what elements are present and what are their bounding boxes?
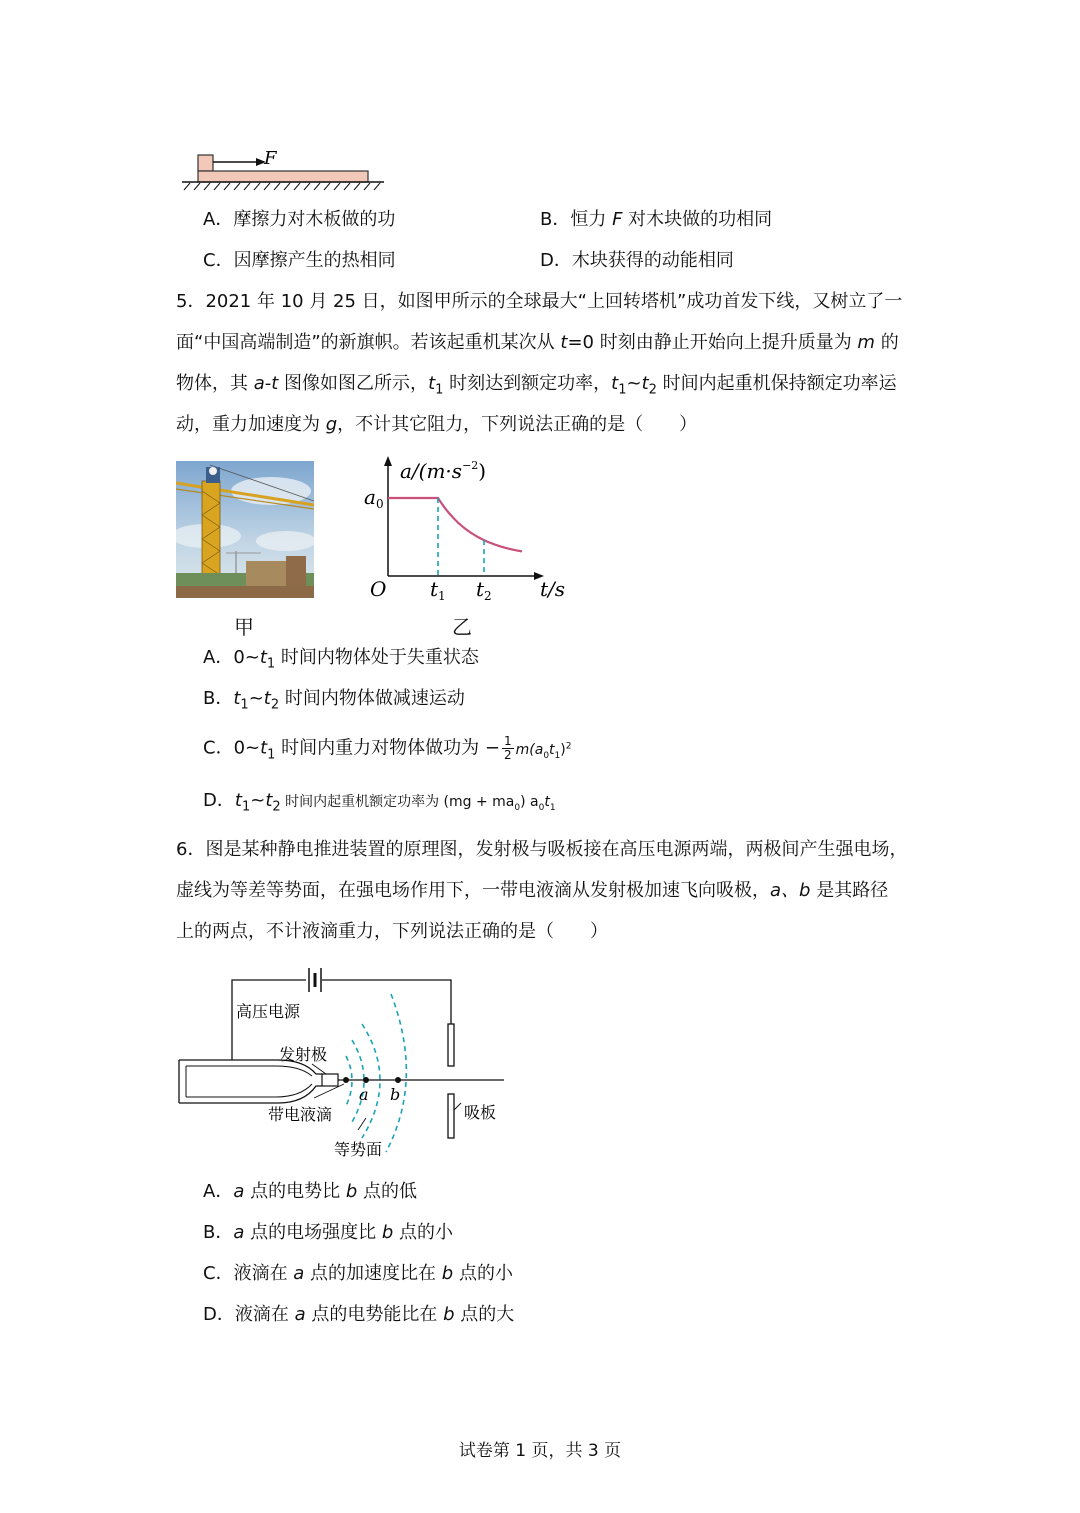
crane-photo: [176, 461, 314, 598]
q6-option-b: B．a 点的电场强度比 b 点的小: [203, 1222, 454, 1243]
label-point-b: b: [390, 1085, 401, 1104]
q5-option-c: C．$0\sim t_1$ 时间内重力对物体做功为 − $\frac{1}{2}$ $m(a_0t_1)^2$: [203, 734, 572, 763]
q5-stem-line4: 动，重力加速度为 g，不计其它阻力，下列说法正确的是（ ）: [176, 414, 698, 435]
fraction-half: $\frac{1}{2}$: [503, 734, 512, 763]
q6-option-c: C．液滴在 a 点的加速度比在 b 点的小: [203, 1263, 513, 1284]
q4-option-d: D．木块获得的动能相同: [540, 250, 734, 271]
point-a-dot: [363, 1077, 369, 1083]
label-droplet: 带电液滴: [268, 1105, 333, 1124]
t1-tick-label: $t_1$: [430, 577, 446, 603]
label-equipotential: 等势面: [334, 1140, 383, 1159]
label-emitter: 发射极: [279, 1045, 328, 1064]
label-point-a: a: [359, 1085, 369, 1104]
a0-tick-label: $a_0$: [364, 485, 384, 511]
q6-stem-line1: 6．图是某种静电推进装置的原理图，发射极与吸板接在高压电源两端，两极间产生强电场，: [176, 839, 908, 860]
caption-jia: 甲: [234, 615, 254, 639]
equipotential-line-2: [352, 1040, 364, 1122]
caption-yi: 乙: [452, 615, 472, 639]
q6-stem-line3: 上的两点，不计液滴重力，下列说法正确的是（ ）: [176, 921, 608, 942]
t2-tick-label: $t_2$: [476, 577, 492, 603]
x-axis-label: t/s: [540, 577, 566, 601]
q5-option-b: B．$t_1\sim t_2$ 时间内物体做减速运动: [203, 688, 465, 713]
a-t-curve: [388, 498, 522, 551]
force-label: F: [264, 148, 277, 169]
q5-stem-line1: 5．2021 年 10 月 25 日，如图甲所示的全球最大“上回转塔机”成功首发下线，又树立了一: [176, 291, 903, 312]
q6-option-a: A．a 点的电势比 b 点的低: [203, 1181, 417, 1202]
q5-stem-line3: 物体，其 a-t 图像如图乙所示，$t_1$ 时刻达到额定功率，$t_1\sim t_2$ 时间内起重机保持额定功率运: [176, 373, 897, 398]
equipotential-line-4: [386, 994, 406, 1152]
q5-option-d: D．$t_1\sim t_2$ 时间内起重机额定功率为 $(mg + ma_0)$ $a_0t_1$: [203, 790, 556, 815]
q6-option-d: D．液滴在 a 点的电势能比在 b 点的大: [203, 1304, 515, 1325]
page-footer: 试卷第 1 页，共 3 页: [458, 1441, 622, 1461]
q4-option-c: C．因摩擦产生的热相同: [203, 250, 396, 271]
point-b-dot: [395, 1077, 401, 1083]
a-t-graph: [360, 452, 575, 612]
q4-option-b: B．恒力 F 对木块做的功相同: [540, 209, 773, 230]
label-power-source: 高压电源: [236, 1002, 301, 1021]
block-board-figure: [178, 148, 388, 194]
q4-option-a: A．摩擦力对木板做的功: [203, 209, 396, 230]
q5-stem-line2: 面“中国高端制造”的新旗帜。若该起重机某次从 t=0 时刻由静止开始向上提升质量为 m 的: [176, 332, 899, 353]
label-absorber: 吸板: [464, 1103, 497, 1122]
y-axis-label: $a/(m\cdot s^{-2})$: [400, 459, 487, 483]
origin-label: O: [370, 577, 387, 601]
q5-option-a: A．$0\sim t_1$ 时间内物体处于失重状态: [203, 647, 479, 672]
droplet-dot: [343, 1077, 349, 1083]
q6-stem-line2: 虚线为等差等势面，在强电场作用下，一带电液滴从发射极加速飞向吸极，a、b 是其路径: [176, 880, 889, 901]
thruster-diagram: [176, 960, 516, 1165]
